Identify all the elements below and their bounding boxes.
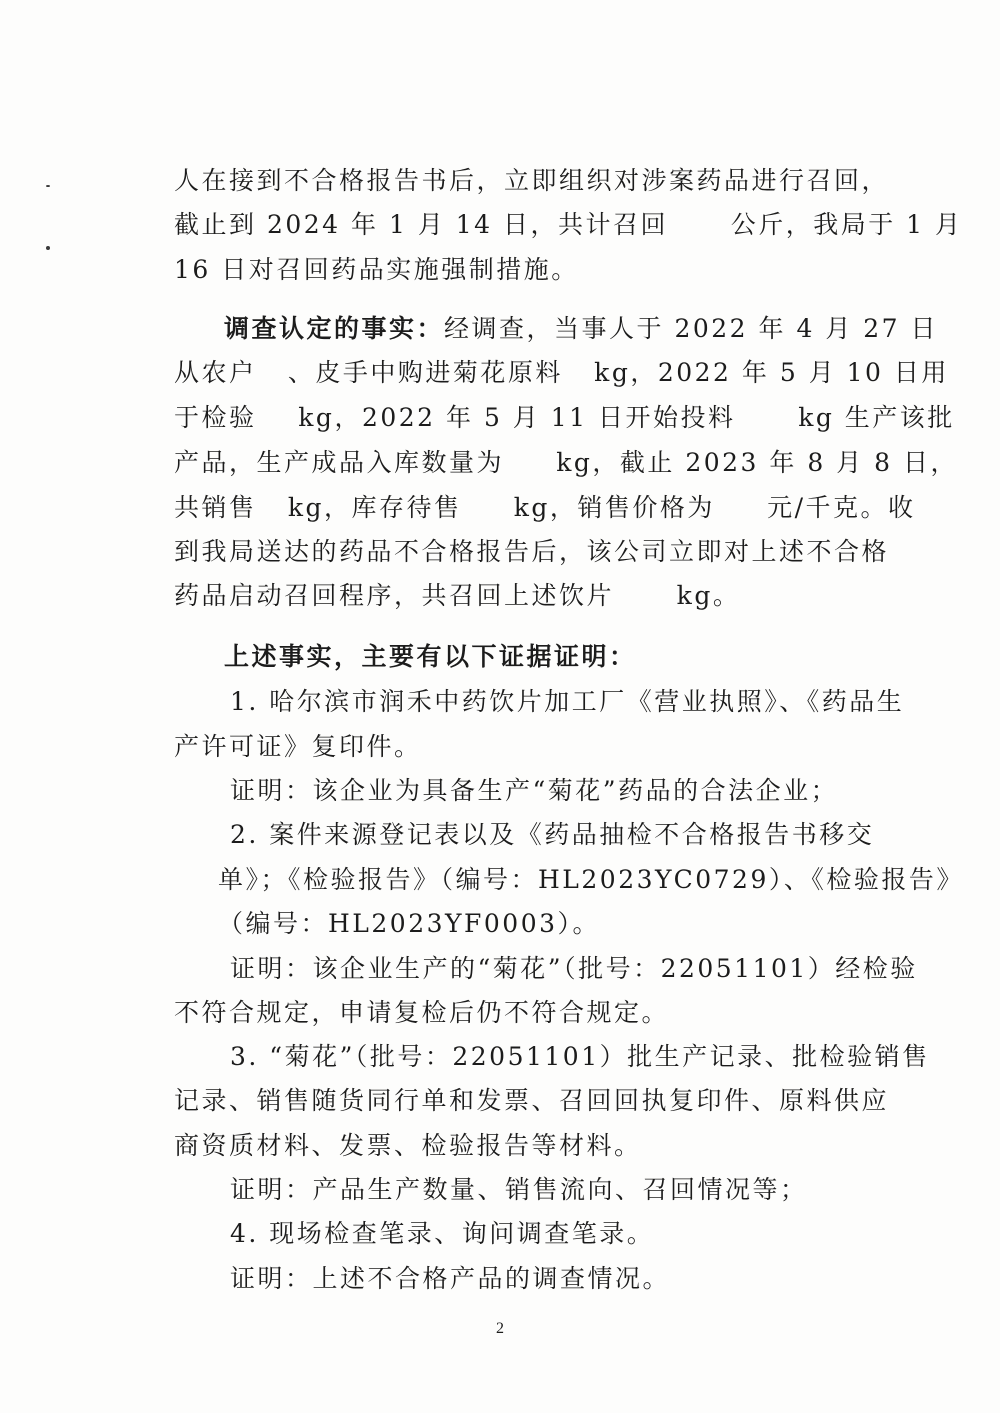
evidence-proof: 证明：该企业为具备生产“菊花”药品的合法企业； — [230, 776, 839, 805]
text-line: 不符合规定，申请复检后仍不符合规定。 — [174, 998, 670, 1027]
facts-heading: 调查认定的事实： — [224, 314, 445, 343]
text-line: 人在接到不合格报告书后，立即组织对涉案药品进行召回， — [174, 166, 890, 195]
text-line: 于检验 kg，2022 年 5 月 11 日开始投料 kg 生产该批 — [174, 403, 955, 432]
facts-text: 经调查，当事人于 2022 年 4 月 27 日 — [444, 314, 939, 343]
evidence-heading: 上述事实，主要有以下证据证明： — [224, 642, 637, 671]
text-line: 药品启动召回程序，共召回上述饮片 kg。 — [174, 581, 741, 610]
text-line: 3. “菊花”（批号：22051101）批生产记录、批检验销售 — [230, 1042, 930, 1071]
scan-speck — [46, 185, 50, 187]
evidence-proof: 证明：产品生产数量、销售流向、召回情况等； — [230, 1175, 808, 1204]
text-line: 截止到 2024 年 1 月 14 日，共计召回 公斤，我局于 1 月 — [174, 210, 963, 239]
text-line: 产许可证》复印件。 — [174, 732, 422, 761]
scan-speck — [46, 246, 50, 250]
text-line: 共销售 kg，库存待售 kg，销售价格为 元/千克。收 — [174, 493, 916, 522]
page-number: 2 — [496, 1320, 504, 1337]
text-line: 到我局送达的药品不合格报告后，该公司立即对上述不合格 — [174, 537, 890, 566]
text-line: （编号：HL2023YF0003）。 — [218, 909, 601, 938]
text-line: 商资质材料、发票、检验报告等材料。 — [174, 1131, 642, 1160]
text-line — [224, 314, 938, 344]
evidence-proof: 证明：上述不合格产品的调查情况。 — [230, 1264, 671, 1293]
text-line: 4. 现场检查笔录、询问调查笔录。 — [230, 1219, 655, 1248]
evidence-proof: 证明：该企业生产的“菊花”（批号：22051101）经检验 — [230, 954, 918, 983]
text-line: 1. 哈尔滨市润禾中药饮片加工厂《营业执照》、《药品生 — [230, 687, 905, 716]
text-line: 产品，生产成品入库数量为 kg，截止 2023 年 8 月 8 日， — [174, 448, 959, 477]
text-line: 记录、销售随货同行单和发票、召回回执复印件、原料供应 — [174, 1086, 890, 1115]
text-line: 16 日对召回药品实施强制措施。 — [174, 255, 579, 284]
text-line: 从农户 、皮手中购进菊花原料 kg，2022 年 5 月 10 日用 — [174, 358, 949, 387]
text-line: 2. 案件来源登记表以及《药品抽检不合格报告书移交 — [230, 820, 875, 849]
text-line: 单》；《检验报告》（编号：HL2023YC0729）、《检验报告》 — [218, 865, 964, 894]
